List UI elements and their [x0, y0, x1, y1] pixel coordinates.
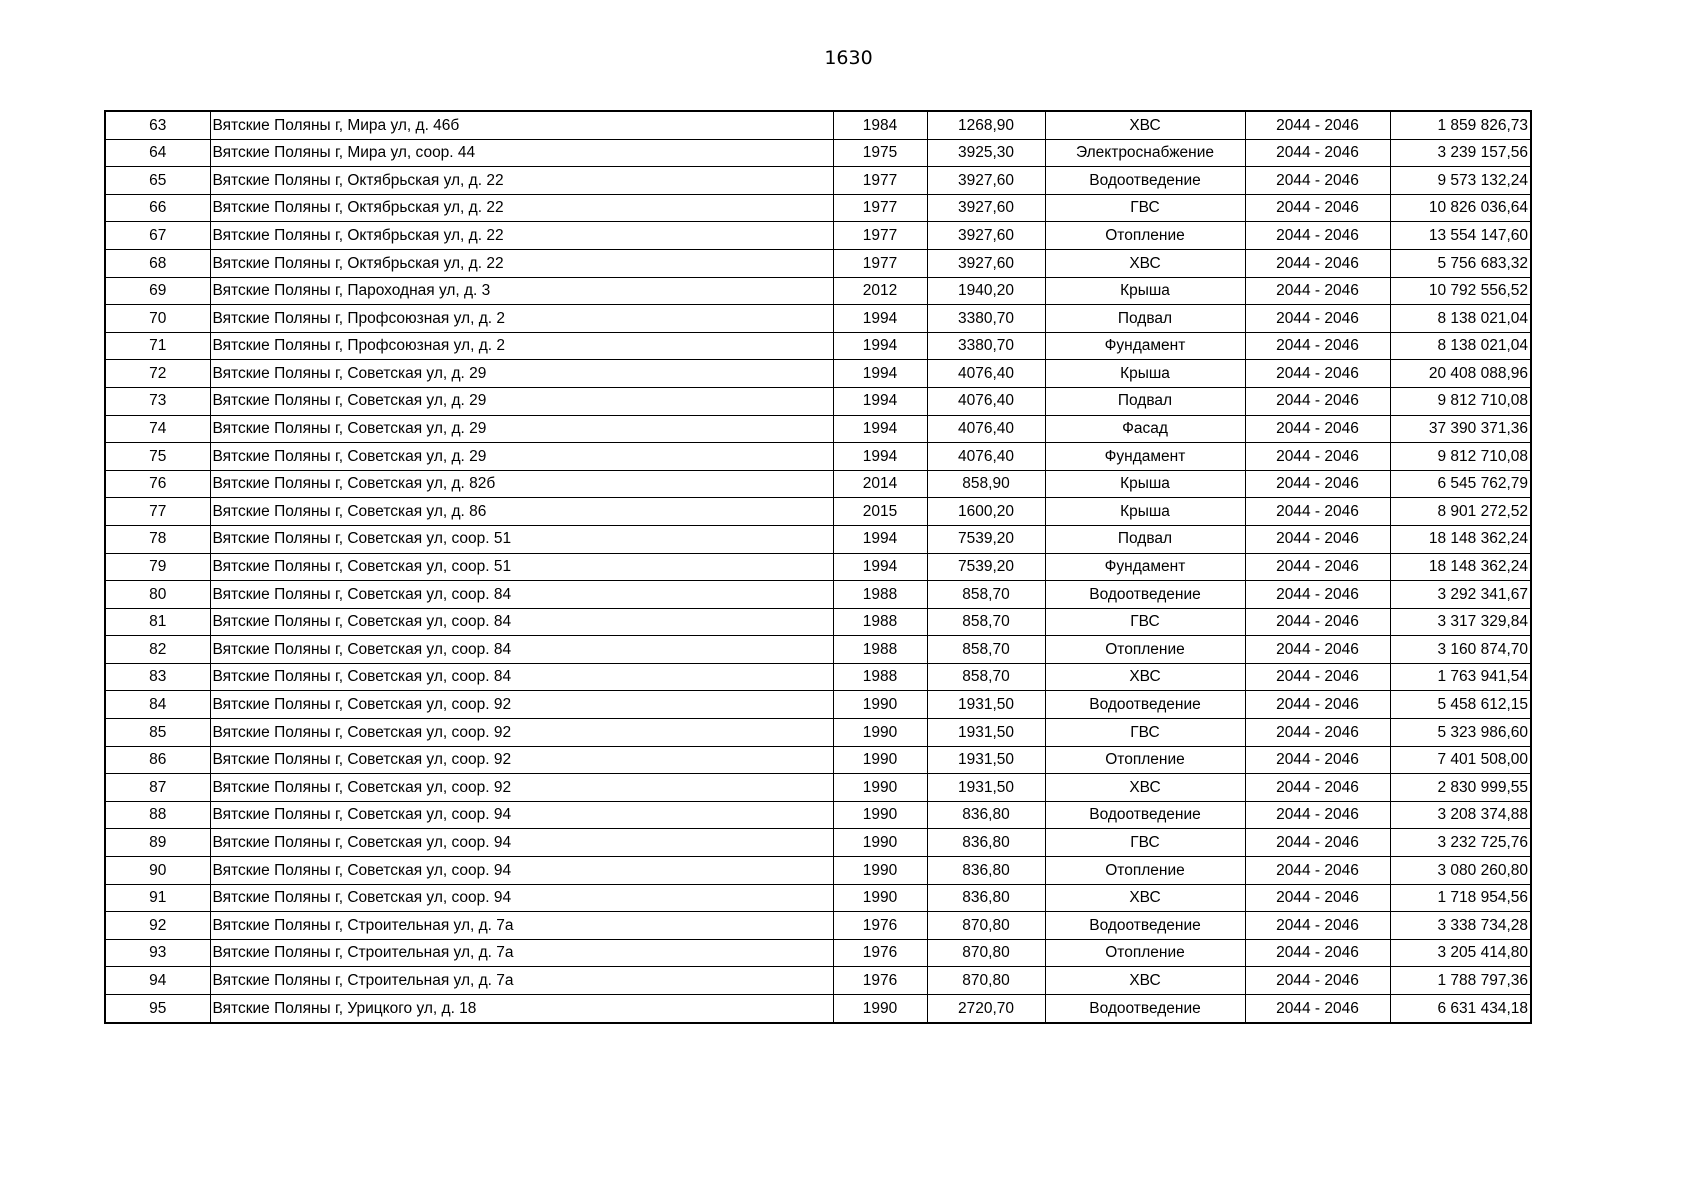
table-row: [105, 995, 1531, 1023]
address-cell: Вятские Поляны г, Советская ул, соор. 92: [210, 691, 833, 719]
area-cell: 870,80: [927, 967, 1045, 995]
address-cell: Вятские Поляны г, Профсоюзная ул, д. 2: [210, 305, 833, 333]
amount-cell: 8 138 021,04: [1390, 332, 1531, 360]
address-cell: Вятские Поляны г, Октябрьская ул, д. 22: [210, 167, 833, 195]
work-type-cell: ГВС: [1045, 194, 1245, 222]
row-number-cell: 89: [105, 829, 210, 857]
row-number-cell: 64: [105, 139, 210, 167]
area-cell: 836,80: [927, 884, 1045, 912]
work-type-cell: ГВС: [1045, 608, 1245, 636]
amount-cell: 3 160 874,70: [1390, 636, 1531, 664]
row-number-cell: 69: [105, 277, 210, 305]
area-cell: 1931,50: [927, 746, 1045, 774]
area-cell: 1940,20: [927, 277, 1045, 305]
work-type-cell: Фундамент: [1045, 443, 1245, 471]
table-body: [105, 111, 1531, 1023]
area-cell: 1931,50: [927, 774, 1045, 802]
work-type-cell: ХВС: [1045, 249, 1245, 277]
amount-cell: 1 788 797,36: [1390, 967, 1531, 995]
table-row: [105, 829, 1531, 857]
period-cell: 2044 - 2046: [1245, 443, 1390, 471]
area-cell: 4076,40: [927, 360, 1045, 388]
year-cell: 1975: [833, 139, 927, 167]
period-cell: 2044 - 2046: [1245, 387, 1390, 415]
amount-cell: 3 239 157,56: [1390, 139, 1531, 167]
area-cell: 3927,60: [927, 194, 1045, 222]
table-row: [105, 249, 1531, 277]
work-type-cell: Крыша: [1045, 498, 1245, 526]
row-number-cell: 94: [105, 967, 210, 995]
table-row: [105, 774, 1531, 802]
period-cell: 2044 - 2046: [1245, 470, 1390, 498]
area-cell: 858,70: [927, 636, 1045, 664]
area-cell: 836,80: [927, 801, 1045, 829]
table-row: [105, 305, 1531, 333]
address-cell: Вятские Поляны г, Советская ул, соор. 84: [210, 663, 833, 691]
work-type-cell: Водоотведение: [1045, 167, 1245, 195]
row-number-cell: 85: [105, 719, 210, 747]
table-row: [105, 167, 1531, 195]
amount-cell: 3 292 341,67: [1390, 581, 1531, 609]
year-cell: 1994: [833, 443, 927, 471]
period-cell: 2044 - 2046: [1245, 746, 1390, 774]
area-cell: 3927,60: [927, 222, 1045, 250]
table-row: [105, 857, 1531, 885]
year-cell: 1977: [833, 167, 927, 195]
row-number-cell: 93: [105, 939, 210, 967]
year-cell: 1994: [833, 415, 927, 443]
period-cell: 2044 - 2046: [1245, 498, 1390, 526]
area-cell: 858,90: [927, 470, 1045, 498]
area-cell: 870,80: [927, 912, 1045, 940]
period-cell: 2044 - 2046: [1245, 608, 1390, 636]
year-cell: 1994: [833, 387, 927, 415]
area-cell: 1600,20: [927, 498, 1045, 526]
row-number-cell: 78: [105, 525, 210, 553]
period-cell: 2044 - 2046: [1245, 912, 1390, 940]
period-cell: 2044 - 2046: [1245, 222, 1390, 250]
row-number-cell: 83: [105, 663, 210, 691]
area-cell: 4076,40: [927, 415, 1045, 443]
year-cell: 1994: [833, 360, 927, 388]
address-cell: Вятские Поляны г, Мира ул, соор. 44: [210, 139, 833, 167]
row-number-cell: 84: [105, 691, 210, 719]
row-number-cell: 79: [105, 553, 210, 581]
area-cell: 7539,20: [927, 553, 1045, 581]
period-cell: 2044 - 2046: [1245, 884, 1390, 912]
work-type-cell: Подвал: [1045, 387, 1245, 415]
area-cell: 1268,90: [927, 111, 1045, 139]
amount-cell: 7 401 508,00: [1390, 746, 1531, 774]
amount-cell: 20 408 088,96: [1390, 360, 1531, 388]
year-cell: 1976: [833, 967, 927, 995]
area-cell: 4076,40: [927, 387, 1045, 415]
address-cell: Вятские Поляны г, Профсоюзная ул, д. 2: [210, 332, 833, 360]
period-cell: 2044 - 2046: [1245, 305, 1390, 333]
period-cell: 2044 - 2046: [1245, 774, 1390, 802]
year-cell: 1990: [833, 774, 927, 802]
year-cell: 1994: [833, 332, 927, 360]
amount-cell: 8 901 272,52: [1390, 498, 1531, 526]
period-cell: 2044 - 2046: [1245, 194, 1390, 222]
row-number-cell: 65: [105, 167, 210, 195]
row-number-cell: 67: [105, 222, 210, 250]
amount-cell: 9 812 710,08: [1390, 387, 1531, 415]
work-type-cell: Крыша: [1045, 277, 1245, 305]
address-cell: Вятские Поляны г, Урицкого ул, д. 18: [210, 995, 833, 1023]
address-cell: Вятские Поляны г, Советская ул, д. 82б: [210, 470, 833, 498]
work-type-cell: ХВС: [1045, 967, 1245, 995]
year-cell: 1977: [833, 249, 927, 277]
amount-cell: 3 205 414,80: [1390, 939, 1531, 967]
amount-cell: 10 826 036,64: [1390, 194, 1531, 222]
year-cell: 1990: [833, 995, 927, 1023]
amount-cell: 5 323 986,60: [1390, 719, 1531, 747]
amount-cell: 9 812 710,08: [1390, 443, 1531, 471]
address-cell: Вятские Поляны г, Строительная ул, д. 7а: [210, 912, 833, 940]
year-cell: 1994: [833, 525, 927, 553]
amount-cell: 3 317 329,84: [1390, 608, 1531, 636]
address-cell: Вятские Поляны г, Советская ул, д. 29: [210, 387, 833, 415]
work-type-cell: Водоотведение: [1045, 995, 1245, 1023]
work-type-cell: ХВС: [1045, 111, 1245, 139]
year-cell: 1990: [833, 829, 927, 857]
table-row: [105, 939, 1531, 967]
work-type-cell: Фундамент: [1045, 332, 1245, 360]
address-cell: Вятские Поляны г, Советская ул, д. 29: [210, 443, 833, 471]
address-cell: Вятские Поляны г, Советская ул, соор. 92: [210, 719, 833, 747]
row-number-cell: 95: [105, 995, 210, 1023]
amount-cell: 5 458 612,15: [1390, 691, 1531, 719]
address-cell: Вятские Поляны г, Октябрьская ул, д. 22: [210, 222, 833, 250]
period-cell: 2044 - 2046: [1245, 553, 1390, 581]
page-number: 1630: [824, 47, 873, 69]
area-cell: 870,80: [927, 939, 1045, 967]
table-row: [105, 967, 1531, 995]
year-cell: 1988: [833, 636, 927, 664]
row-number-cell: 90: [105, 857, 210, 885]
year-cell: 1990: [833, 884, 927, 912]
table-row: [105, 525, 1531, 553]
table-row: [105, 498, 1531, 526]
amount-cell: 3 208 374,88: [1390, 801, 1531, 829]
row-number-cell: 86: [105, 746, 210, 774]
address-cell: Вятские Поляны г, Советская ул, соор. 92: [210, 774, 833, 802]
table-row: [105, 691, 1531, 719]
amount-cell: 9 573 132,24: [1390, 167, 1531, 195]
row-number-cell: 80: [105, 581, 210, 609]
amount-cell: 37 390 371,36: [1390, 415, 1531, 443]
amount-cell: 1 763 941,54: [1390, 663, 1531, 691]
area-cell: 1931,50: [927, 719, 1045, 747]
period-cell: 2044 - 2046: [1245, 415, 1390, 443]
work-type-cell: Крыша: [1045, 360, 1245, 388]
work-type-cell: Подвал: [1045, 525, 1245, 553]
amount-cell: 13 554 147,60: [1390, 222, 1531, 250]
address-cell: Вятские Поляны г, Советская ул, соор. 84: [210, 581, 833, 609]
area-cell: 836,80: [927, 829, 1045, 857]
amount-cell: 3 232 725,76: [1390, 829, 1531, 857]
address-cell: Вятские Поляны г, Советская ул, д. 86: [210, 498, 833, 526]
period-cell: 2044 - 2046: [1245, 249, 1390, 277]
amount-cell: 18 148 362,24: [1390, 525, 1531, 553]
period-cell: 2044 - 2046: [1245, 581, 1390, 609]
table-row: [105, 277, 1531, 305]
work-type-cell: ХВС: [1045, 663, 1245, 691]
table-row: [105, 608, 1531, 636]
table-row: [105, 332, 1531, 360]
year-cell: 2014: [833, 470, 927, 498]
year-cell: 1990: [833, 746, 927, 774]
address-cell: Вятские Поляны г, Мира ул, д. 46б: [210, 111, 833, 139]
year-cell: 1990: [833, 801, 927, 829]
area-cell: 1931,50: [927, 691, 1045, 719]
work-type-cell: Водоотведение: [1045, 581, 1245, 609]
year-cell: 1990: [833, 857, 927, 885]
table-row: [105, 884, 1531, 912]
row-number-cell: 74: [105, 415, 210, 443]
work-type-cell: Водоотведение: [1045, 691, 1245, 719]
amount-cell: 10 792 556,52: [1390, 277, 1531, 305]
address-cell: Вятские Поляны г, Советская ул, соор. 94: [210, 829, 833, 857]
year-cell: 1994: [833, 553, 927, 581]
address-cell: Вятские Поляны г, Строительная ул, д. 7а: [210, 939, 833, 967]
work-type-cell: Отопление: [1045, 636, 1245, 664]
row-number-cell: 71: [105, 332, 210, 360]
work-type-cell: ХВС: [1045, 774, 1245, 802]
row-number-cell: 75: [105, 443, 210, 471]
period-cell: 2044 - 2046: [1245, 857, 1390, 885]
row-number-cell: 91: [105, 884, 210, 912]
year-cell: 2015: [833, 498, 927, 526]
year-cell: 1976: [833, 939, 927, 967]
table-row: [105, 746, 1531, 774]
work-type-cell: Электроснабжение: [1045, 139, 1245, 167]
area-cell: 3927,60: [927, 167, 1045, 195]
period-cell: 2044 - 2046: [1245, 801, 1390, 829]
period-cell: 2044 - 2046: [1245, 719, 1390, 747]
address-cell: Вятские Поляны г, Октябрьская ул, д. 22: [210, 249, 833, 277]
period-cell: 2044 - 2046: [1245, 829, 1390, 857]
work-type-cell: ХВС: [1045, 884, 1245, 912]
work-type-cell: Подвал: [1045, 305, 1245, 333]
table-row: [105, 553, 1531, 581]
work-type-cell: Отопление: [1045, 857, 1245, 885]
table-row: [105, 663, 1531, 691]
period-cell: 2044 - 2046: [1245, 167, 1390, 195]
address-cell: Вятские Поляны г, Советская ул, соор. 94: [210, 884, 833, 912]
address-cell: Вятские Поляны г, Советская ул, соор. 94: [210, 801, 833, 829]
address-cell: Вятские Поляны г, Октябрьская ул, д. 22: [210, 194, 833, 222]
area-cell: 3927,60: [927, 249, 1045, 277]
row-number-cell: 81: [105, 608, 210, 636]
row-number-cell: 92: [105, 912, 210, 940]
address-cell: Вятские Поляны г, Советская ул, соор. 94: [210, 857, 833, 885]
period-cell: 2044 - 2046: [1245, 360, 1390, 388]
table-row: [105, 360, 1531, 388]
table-row: [105, 222, 1531, 250]
data-table: [104, 110, 1532, 1024]
address-cell: Вятские Поляны г, Советская ул, соор. 84: [210, 636, 833, 664]
year-cell: 1976: [833, 912, 927, 940]
period-cell: 2044 - 2046: [1245, 967, 1390, 995]
row-number-cell: 87: [105, 774, 210, 802]
table-row: [105, 470, 1531, 498]
address-cell: Вятские Поляны г, Советская ул, д. 29: [210, 415, 833, 443]
address-cell: Вятские Поляны г, Строительная ул, д. 7а: [210, 967, 833, 995]
table-row: [105, 443, 1531, 471]
period-cell: 2044 - 2046: [1245, 277, 1390, 305]
year-cell: 1990: [833, 691, 927, 719]
row-number-cell: 88: [105, 801, 210, 829]
area-cell: 3925,30: [927, 139, 1045, 167]
table-row: [105, 111, 1531, 139]
area-cell: 7539,20: [927, 525, 1045, 553]
year-cell: 2012: [833, 277, 927, 305]
area-cell: 836,80: [927, 857, 1045, 885]
period-cell: 2044 - 2046: [1245, 663, 1390, 691]
year-cell: 1990: [833, 719, 927, 747]
work-type-cell: Фундамент: [1045, 553, 1245, 581]
amount-cell: 8 138 021,04: [1390, 305, 1531, 333]
work-type-cell: ГВС: [1045, 719, 1245, 747]
work-type-cell: Водоотведение: [1045, 912, 1245, 940]
row-number-cell: 73: [105, 387, 210, 415]
row-number-cell: 63: [105, 111, 210, 139]
year-cell: 1977: [833, 194, 927, 222]
period-cell: 2044 - 2046: [1245, 111, 1390, 139]
row-number-cell: 70: [105, 305, 210, 333]
year-cell: 1988: [833, 663, 927, 691]
work-type-cell: Отопление: [1045, 222, 1245, 250]
period-cell: 2044 - 2046: [1245, 525, 1390, 553]
area-cell: 858,70: [927, 608, 1045, 636]
year-cell: 1988: [833, 608, 927, 636]
amount-cell: 6 631 434,18: [1390, 995, 1531, 1023]
amount-cell: 1 718 954,56: [1390, 884, 1531, 912]
row-number-cell: 77: [105, 498, 210, 526]
table-row: [105, 801, 1531, 829]
period-cell: 2044 - 2046: [1245, 636, 1390, 664]
work-type-cell: Крыша: [1045, 470, 1245, 498]
area-cell: 858,70: [927, 581, 1045, 609]
work-type-cell: Отопление: [1045, 746, 1245, 774]
year-cell: 1988: [833, 581, 927, 609]
address-cell: Вятские Поляны г, Советская ул, д. 29: [210, 360, 833, 388]
table-row: [105, 415, 1531, 443]
address-cell: Вятские Поляны г, Советская ул, соор. 84: [210, 608, 833, 636]
period-cell: 2044 - 2046: [1245, 995, 1390, 1023]
row-number-cell: 68: [105, 249, 210, 277]
area-cell: 858,70: [927, 663, 1045, 691]
period-cell: 2044 - 2046: [1245, 939, 1390, 967]
table-row: [105, 912, 1531, 940]
address-cell: Вятские Поляны г, Пароходная ул, д. 3: [210, 277, 833, 305]
period-cell: 2044 - 2046: [1245, 139, 1390, 167]
table-row: [105, 719, 1531, 747]
row-number-cell: 66: [105, 194, 210, 222]
row-number-cell: 82: [105, 636, 210, 664]
period-cell: 2044 - 2046: [1245, 332, 1390, 360]
amount-cell: 18 148 362,24: [1390, 553, 1531, 581]
address-cell: Вятские Поляны г, Советская ул, соор. 51: [210, 525, 833, 553]
area-cell: 2720,70: [927, 995, 1045, 1023]
table-row: [105, 194, 1531, 222]
row-number-cell: 76: [105, 470, 210, 498]
table-row: [105, 139, 1531, 167]
year-cell: 1994: [833, 305, 927, 333]
address-cell: Вятские Поляны г, Советская ул, соор. 92: [210, 746, 833, 774]
area-cell: 3380,70: [927, 305, 1045, 333]
work-type-cell: ГВС: [1045, 829, 1245, 857]
work-type-cell: Водоотведение: [1045, 801, 1245, 829]
address-cell: Вятские Поляны г, Советская ул, соор. 51: [210, 553, 833, 581]
amount-cell: 1 859 826,73: [1390, 111, 1531, 139]
table-row: [105, 636, 1531, 664]
table-row: [105, 581, 1531, 609]
amount-cell: 3 080 260,80: [1390, 857, 1531, 885]
work-type-cell: Фасад: [1045, 415, 1245, 443]
area-cell: 3380,70: [927, 332, 1045, 360]
year-cell: 1984: [833, 111, 927, 139]
amount-cell: 2 830 999,55: [1390, 774, 1531, 802]
row-number-cell: 72: [105, 360, 210, 388]
year-cell: 1977: [833, 222, 927, 250]
work-type-cell: Отопление: [1045, 939, 1245, 967]
amount-cell: 3 338 734,28: [1390, 912, 1531, 940]
period-cell: 2044 - 2046: [1245, 691, 1390, 719]
table-row: [105, 387, 1531, 415]
amount-cell: 5 756 683,32: [1390, 249, 1531, 277]
area-cell: 4076,40: [927, 443, 1045, 471]
amount-cell: 6 545 762,79: [1390, 470, 1531, 498]
